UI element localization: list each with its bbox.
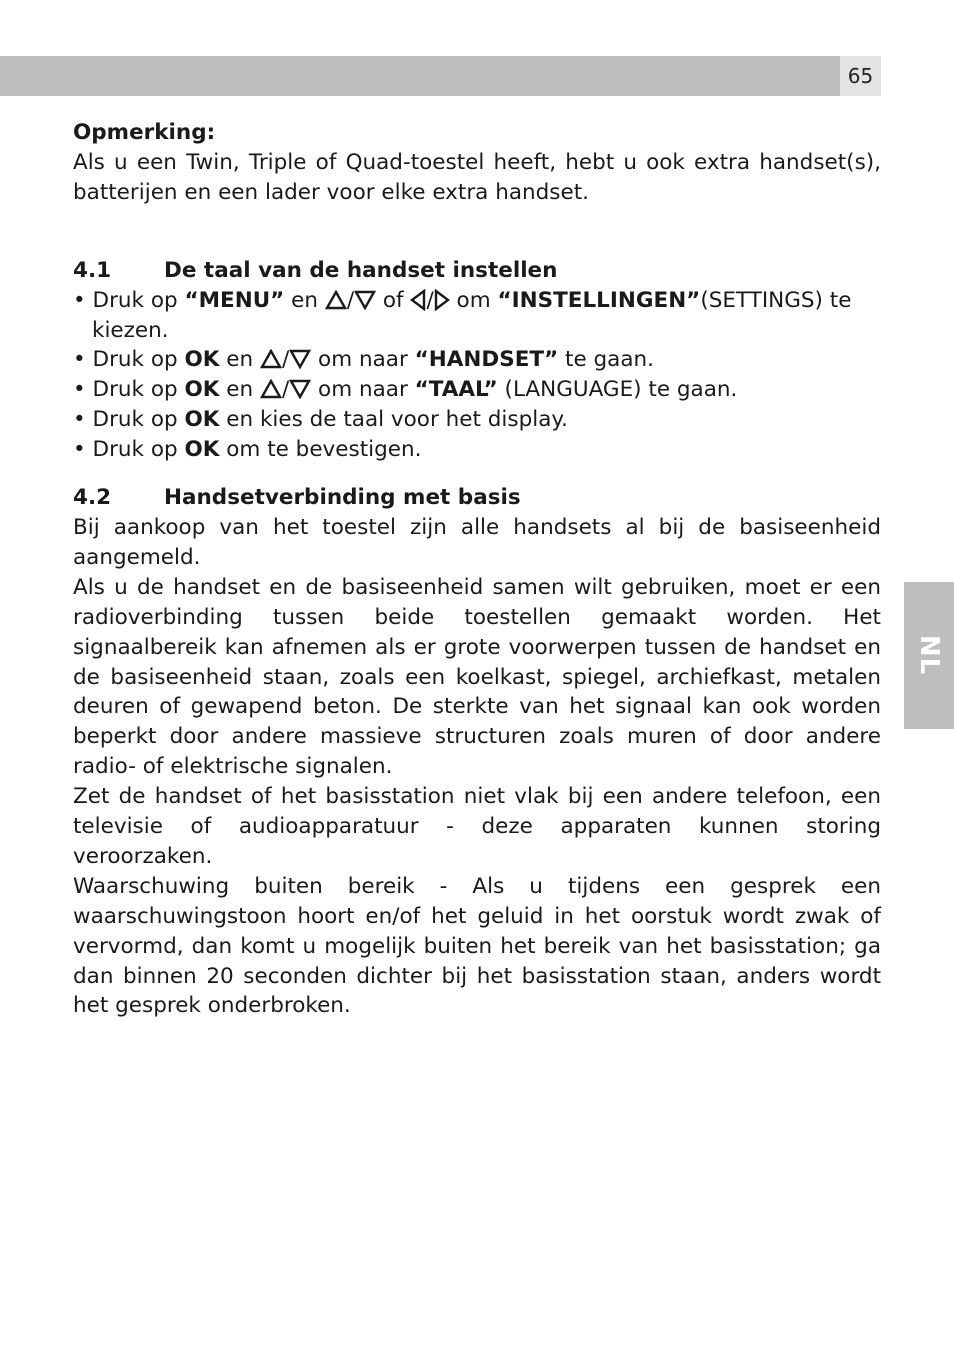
list-item (73, 345, 881, 375)
paragraph: Als u de handset en de basiseenheid samen wilt gebruiken, moet er een radioverbinding tussen beide toestellen gemaakt worden. Het signaalbereik kan afnemen als er grote voorwerpen tussen de handset en de basiseenheid staan, zoals een koelkast, spiegel, archiefkast, metalen deuren of gewapend beton. De sterkte van het signaal kan ook worden beperkt door andere massieve structuren zoals muren of door andere radio- of elektrische signalen. (73, 574, 881, 780)
page-number: 65 (840, 56, 881, 96)
text: Druk op (92, 377, 185, 403)
text: om te bevestigen. (219, 437, 422, 463)
header-bar (0, 56, 880, 96)
key-label: “INSTELLINGEN” (497, 287, 701, 313)
key-label: OK (184, 347, 220, 373)
triangle-down-icon (354, 290, 376, 310)
key-label: OK (184, 437, 220, 463)
text: (SETTINGS) te kiezen. (92, 287, 852, 343)
key-label: OK (184, 377, 220, 403)
text: en (219, 377, 260, 403)
triangle-up-icon (260, 349, 282, 369)
section-heading (73, 256, 881, 286)
text: om (449, 287, 498, 313)
triangle-down-icon (289, 379, 311, 399)
list-item (73, 286, 881, 346)
text: Druk op (92, 347, 185, 373)
key-label: OK (184, 407, 220, 433)
triangle-right-icon (434, 289, 450, 311)
key-label: “TAAL” (414, 377, 498, 403)
section-4-2 (73, 483, 881, 1021)
paragraph: Waarschuwing buiten bereik - Als u tijdens een gesprek een waarschuwingstoon hoort en/of het geluid in het oorstuk wordt zwak of vervormd, dan komt u mogelijk buiten het bereik van het basisstation; ga dan binnen 20 seconden dichter bij het basisstation staan, anders wordt het gesprek onderbroken. (73, 873, 881, 1019)
text: of (376, 287, 411, 313)
section-title: De taal van de handset instellen (164, 257, 558, 283)
text: en (284, 287, 325, 313)
triangle-up-icon (325, 290, 347, 310)
text: om naar (311, 377, 415, 403)
text: en (219, 347, 260, 373)
note-title: Opmerking: (73, 120, 216, 145)
slash: / (281, 347, 290, 373)
bullet: • (73, 407, 86, 433)
text: (LANGUAGE) te gaan. (497, 377, 738, 403)
paragraph: Bij aankoop van het toestel zijn alle handsets al bij de basiseenheid aangemeld. (73, 514, 881, 570)
note-text: Als u een Twin, Triple of Quad-toestel heeft, hebt u ook extra handset(s), batterijen en een lader voor elke extra handset. (73, 149, 881, 205)
text: Druk op (92, 287, 185, 313)
language-tab-label: NL (914, 634, 944, 676)
slash: / (346, 287, 355, 313)
slash: / (426, 287, 434, 313)
section-4-1 (73, 256, 881, 465)
list-item (73, 405, 881, 435)
bullet: • (73, 287, 86, 313)
bullet: • (73, 347, 86, 373)
text: Druk op (92, 437, 185, 463)
key-label: “MENU” (184, 287, 285, 313)
list-item (73, 375, 881, 405)
triangle-up-icon (260, 379, 282, 399)
list-item (73, 435, 881, 465)
section-number: 4.1 (73, 257, 112, 283)
text: Druk op (92, 407, 185, 433)
section-heading (73, 483, 881, 513)
paragraph: Zet de handset of het basisstation niet vlak bij een andere telefoon, een televisie of audioapparatuur - deze apparaten kunnen storing veroorzaken. (73, 784, 881, 869)
section-title: Handsetverbinding met basis (164, 485, 521, 511)
text: en kies de taal voor het display. (219, 407, 568, 433)
note (73, 118, 881, 208)
bullet: • (73, 377, 86, 403)
text: te gaan. (558, 347, 654, 373)
section-number: 4.2 (73, 485, 112, 511)
language-tab (904, 582, 954, 729)
triangle-down-icon (289, 349, 311, 369)
instruction-list (73, 286, 881, 465)
page-content (73, 118, 881, 1021)
key-label: “HANDSET” (414, 347, 559, 373)
bullet: • (73, 437, 86, 463)
text: om naar (311, 347, 415, 373)
slash: / (281, 377, 290, 403)
triangle-left-icon (410, 289, 426, 311)
